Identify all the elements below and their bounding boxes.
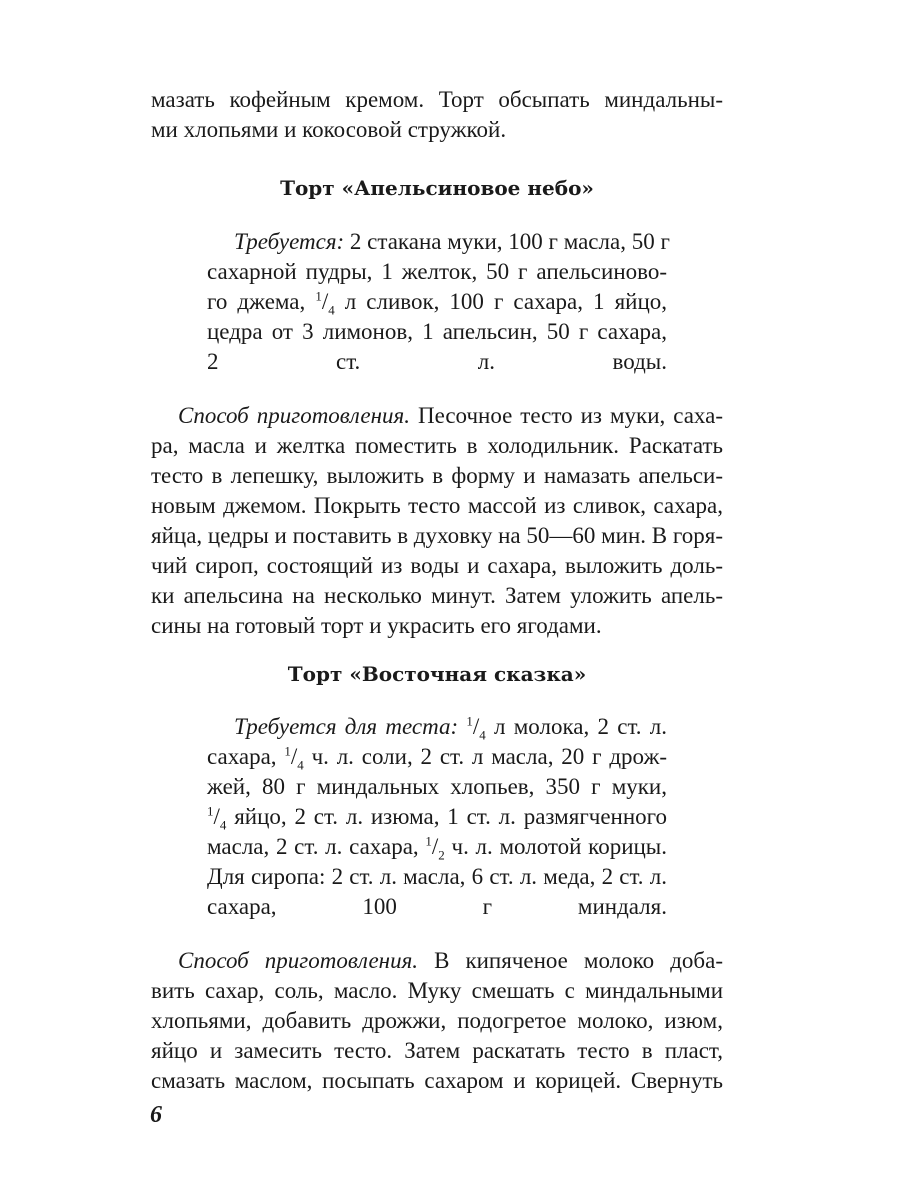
ingredients-line: Требуется: 2 стакана муки, 100 г масла, 50 г xyxy=(234,229,670,254)
fraction: $^1/_4$ xyxy=(284,743,304,773)
ingredients-line: жей, 80 г миндальных хлопьев, 350 г муки, xyxy=(207,774,667,799)
recipe-title: Торт «Восточная сказка» xyxy=(287,662,587,686)
ingredients-line: Требуется для теста: $^1/_4$ л молока, 2 ст. л. xyxy=(234,713,668,743)
ingredients-line: сахара, 100 г миндаля. xyxy=(207,894,667,919)
method-line: ра, масла и желтка поместить в холодильник. Раскатать xyxy=(151,433,723,458)
text-line: ми хлопьями и кокосовой стружкой. xyxy=(151,117,507,142)
method-line: смазать маслом, посыпать сахаром и корицей. Свернуть xyxy=(151,1068,723,1093)
ingredients-line: сахара, $^1/_4$ ч. л. соли, 2 ст. л масла, 20 г дрож- xyxy=(207,743,667,773)
page-number: 6 xyxy=(150,1102,162,1128)
ingredients-line: Для сиропа: 2 ст. л. масла, 6 ст. л. меда, 2 ст. л. xyxy=(207,864,667,889)
text-line: мазать кофейным кремом. Торт обсыпать миндальны- xyxy=(151,87,723,112)
method-line: чий сироп, состоящий из воды и сахара, выложить доль- xyxy=(151,553,723,578)
method-line: новым джемом. Покрыть тесто массой из сливок, сахара, xyxy=(151,493,723,518)
ingredients-line: цедра от 3 лимонов, 1 апельсин, 50 г сахара, xyxy=(207,319,667,344)
fraction: $^1/_2$ xyxy=(425,833,445,863)
ingredients-line: сахарной пудры, 1 желток, 50 г апельсиново- xyxy=(207,259,667,284)
method-line: хлопьями, добавить дрожжи, подогретое молоко, изюм, xyxy=(151,1008,723,1033)
method-line: вить сахар, соль, масло. Муку смешать с миндальными xyxy=(151,978,723,1003)
ingredients-line: $^1/_4$ яйцо, 2 ст. л. изюма, 1 ст. л. размягченного xyxy=(207,803,668,833)
ingredients-line: 2 ст. л. воды. xyxy=(207,349,667,374)
fraction: $^1/_4$ xyxy=(466,713,486,743)
method-line: яйца, цедры и поставить в духовку на 50—60 мин. В горя- xyxy=(151,523,723,548)
ingredients-line: масла, 2 ст. л. сахара, $^1/_2$ ч. л. молотой корицы. xyxy=(207,833,668,863)
ingredients-line: го джема, $^1/_4$ л сливок, 100 г сахара, 1 яйцо, xyxy=(207,288,668,318)
recipe-title: Торт «Апельсиновое небо» xyxy=(280,176,594,200)
method-line: сины на готовый торт и украсить его ягодами. xyxy=(151,613,602,638)
fraction: $^1/_4$ xyxy=(315,288,335,318)
method-line: тесто в лепешку, выложить в форму и намазать апельси- xyxy=(151,463,723,488)
method-line: яйцо и замесить тесто. Затем раскатать тесто в пласт, xyxy=(151,1038,723,1063)
fraction: $^1/_4$ xyxy=(207,803,227,833)
method-line: Способ приготовления. Песочное тесто из муки, саха- xyxy=(178,403,723,428)
method-line: ки апельсина на несколько минут. Затем уложить апель- xyxy=(151,583,723,608)
method-line: Способ приготовления. В кипяченое молоко доба- xyxy=(178,948,723,973)
